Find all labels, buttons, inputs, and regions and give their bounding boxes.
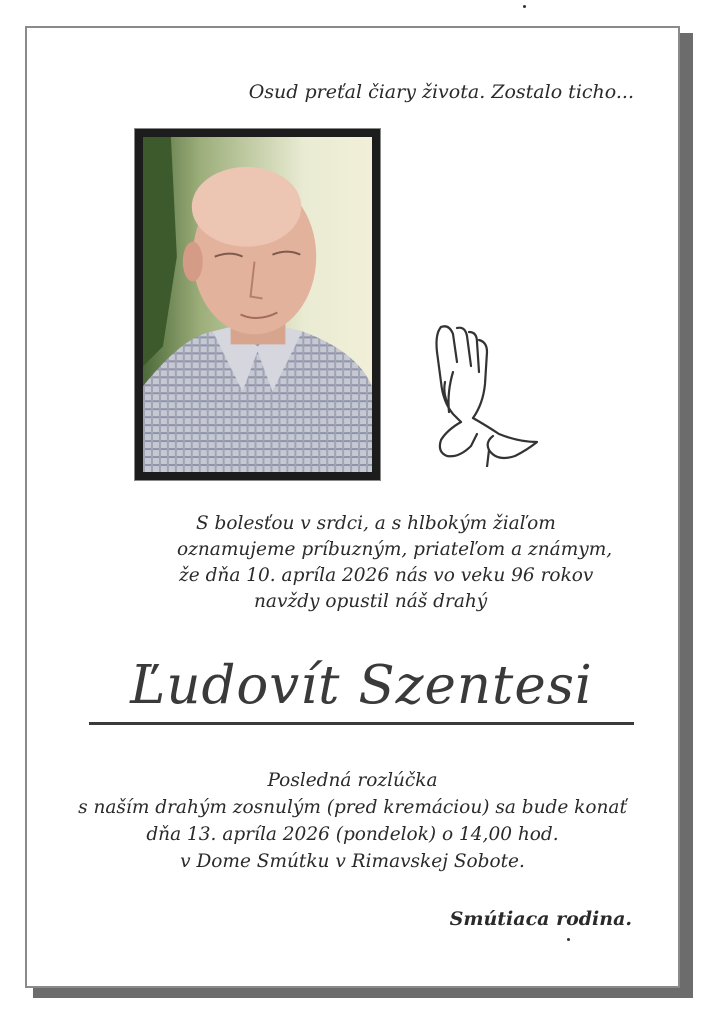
ceremony-line-3: dňa 13. apríla 2026 (pondelok) o 14,00 hod. xyxy=(146,824,559,845)
deceased-name: Ľudovít Szentesi xyxy=(130,655,593,716)
ceremony-line-1: Posledná rozlúčka xyxy=(267,770,438,791)
announcement-line-4: navždy opustil náš drahý xyxy=(254,591,488,612)
praying-hands-icon xyxy=(427,322,542,467)
ceremony-line-4: v Dome Smútku v Rimavskej Sobote. xyxy=(180,851,525,872)
family-signature: Smútiaca rodina. xyxy=(449,908,632,930)
ceremony-line-2: s naším drahým zosnulým (pred kremáciou) sa bude konať xyxy=(78,797,627,818)
announcement-line-3: že dňa 10. apríla 2026 nás vo veku 96 rokov xyxy=(179,565,594,586)
motto: Osud preťal čiary života. Zostalo ticho... xyxy=(248,81,634,103)
announcement-line-2: oznamujeme príbuzným, priateľom a známym, xyxy=(177,539,613,560)
announcement xyxy=(27,511,678,615)
scan-speck xyxy=(523,5,526,8)
scan-speck xyxy=(567,938,570,941)
obituary-card xyxy=(25,26,680,988)
name-underline xyxy=(89,722,634,725)
portrait-photo xyxy=(134,128,381,481)
announcement-line-1: S bolesťou v srdci, a s hlbokým žiaľom xyxy=(196,513,556,534)
portrait-image xyxy=(143,137,372,472)
ceremony-details xyxy=(27,767,678,875)
